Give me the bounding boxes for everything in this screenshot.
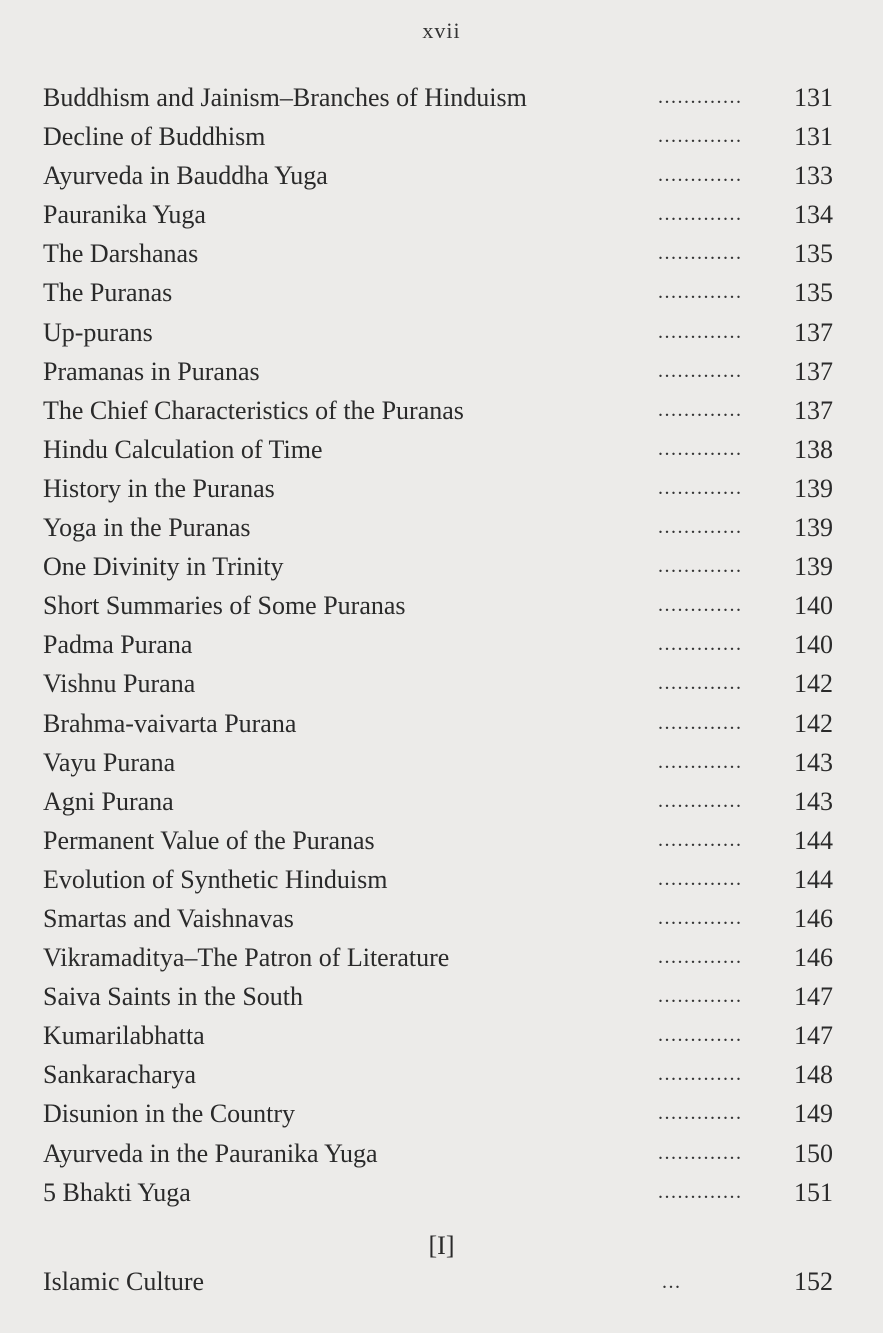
toc-entry-title: Ayurveda in Bauddha Yuga [43, 161, 328, 191]
toc-entry-title: Islamic Culture [43, 1267, 205, 1296]
toc-entry-title: Evolution of Synthetic Hinduism [43, 864, 388, 894]
toc-page-number: 139 [794, 513, 833, 543]
toc-page-number: 142 [794, 669, 833, 699]
toc-row [0, 586, 883, 625]
toc-dot-leader: ............. [658, 437, 743, 460]
toc-page-number: 148 [794, 1060, 833, 1090]
toc-page-number: 137 [794, 395, 833, 425]
toc-entry-title: Sankaracharya [43, 1060, 197, 1090]
toc-entry-title: Kumarilabhatta [43, 1021, 205, 1051]
toc-entry-title: Up-purans [43, 317, 153, 347]
toc-page-number: 140 [794, 591, 833, 621]
toc-dot-leader: ............. [658, 633, 743, 656]
toc-page-number: 139 [794, 552, 833, 582]
toc-entry-title: Vishnu Purana [43, 669, 196, 699]
toc-row [0, 195, 883, 234]
toc-page-number: 131 [794, 83, 833, 112]
toc-dot-leader: ............. [658, 242, 743, 265]
toc-row [0, 782, 883, 821]
toc-entry-title: Smartas and Vaishnavas [43, 903, 294, 933]
toc-page-number: 139 [794, 473, 833, 503]
toc-page-number: 151 [794, 1177, 833, 1207]
toc-page-number: 143 [794, 786, 833, 816]
toc-row [0, 1094, 883, 1133]
toc-row [0, 743, 883, 782]
toc-entry-title: Vayu Purana [43, 747, 176, 777]
toc-page-number: 146 [794, 903, 833, 933]
toc-row [0, 547, 883, 586]
toc-entry-title: Pramanas in Puranas [43, 356, 260, 386]
toc-dot-leader: ............. [658, 1180, 743, 1203]
toc-row [0, 1016, 883, 1055]
toc-page-number: 138 [794, 434, 833, 464]
toc-row [0, 78, 883, 117]
toc-page-number: 137 [794, 356, 833, 386]
toc-row [0, 352, 883, 391]
toc-row [0, 117, 883, 156]
toc-dot-leader: ............. [658, 320, 743, 343]
section-marker: [I] [428, 1231, 455, 1260]
toc-dot-leader: ............. [658, 1141, 743, 1164]
toc-row [0, 938, 883, 977]
toc-dot-leader: ............. [658, 398, 743, 421]
toc-page-number: 135 [794, 278, 833, 308]
toc-dot-leader: ............. [658, 203, 743, 226]
toc-dot-leader: ............. [658, 789, 743, 812]
toc-dot-leader: ............. [658, 1024, 743, 1047]
toc-dot-leader: ............. [658, 555, 743, 578]
toc-entry-title: Agni Purana [43, 786, 174, 816]
toc-page-number: 144 [794, 864, 833, 894]
toc-row [0, 430, 883, 469]
toc-entry-title: One Divinity in Trinity [43, 552, 284, 582]
toc-page-number: 143 [794, 747, 833, 777]
toc-row [0, 860, 883, 899]
page-number: xvii [422, 18, 461, 43]
toc-row [0, 899, 883, 938]
toc-page-number: 135 [794, 239, 833, 269]
toc-entry-title: Buddhism and Jainism–Branches of Hinduism [43, 83, 527, 112]
toc-page-number: 131 [794, 122, 833, 152]
toc-entry-title: Pauranika Yuga [43, 200, 206, 230]
toc-row [0, 1134, 883, 1173]
toc-page-number: 149 [794, 1099, 833, 1129]
toc-entry-title: History in the Puranas [43, 473, 275, 503]
toc-dot-leader: ............. [658, 867, 743, 890]
toc-page-number: 137 [794, 317, 833, 347]
toc-dot-leader: ............. [658, 86, 743, 108]
toc-page-number: 150 [794, 1138, 833, 1168]
toc-page-number: 134 [794, 200, 833, 230]
toc-entry-title: Yoga in the Puranas [43, 513, 251, 543]
toc-dot-leader: ............. [658, 476, 743, 499]
toc-page-number: 147 [794, 982, 833, 1012]
toc-row [0, 821, 883, 860]
toc-entry-title: Brahma-vaivarta Purana [43, 708, 297, 738]
toc-dot-leader: ............. [658, 281, 743, 304]
toc-row [0, 508, 883, 547]
toc-dot-leader: ............. [658, 164, 743, 187]
toc-dot-leader: ............. [658, 985, 743, 1008]
toc-entry-title: Saiva Saints in the South [43, 982, 303, 1012]
toc-page-number: 152 [794, 1267, 833, 1296]
toc-dot-leader: ............. [658, 1063, 743, 1086]
toc-dot-leader: ............. [658, 711, 743, 734]
toc-page-number: 133 [794, 161, 833, 191]
toc-entry-title: Vikramaditya–The Patron of Literature [43, 943, 450, 973]
toc-row-final [0, 1262, 883, 1302]
toc-dot-leader: ............. [658, 1102, 743, 1125]
toc-entry-title: Short Summaries of Some Puranas [43, 591, 406, 621]
toc-entry-title: The Darshanas [43, 239, 199, 269]
toc-dot-leader: ............. [658, 828, 743, 851]
toc-row [0, 625, 883, 664]
toc-entry-title: The Puranas [43, 278, 173, 308]
toc-row [0, 234, 883, 273]
toc-row [0, 469, 883, 508]
toc-page-number: 147 [794, 1021, 833, 1051]
toc-page-number: 144 [794, 825, 833, 855]
toc-dot-leader: ............. [658, 125, 743, 148]
toc-row [0, 391, 883, 430]
toc-row [0, 664, 883, 703]
toc-dot-leader: ............. [658, 359, 743, 382]
toc-dot-leader: ............. [658, 672, 743, 695]
toc-dot-leader: ............. [658, 594, 743, 617]
toc-row [0, 1055, 883, 1094]
toc-row [0, 313, 883, 352]
toc-entry-title: 5 Bhakti Yuga [43, 1177, 191, 1207]
toc-dot-leader: ... [662, 1271, 682, 1293]
toc-row [0, 1173, 883, 1212]
toc-page-number: 140 [794, 630, 833, 660]
toc-entry-title: Disunion in the Country [43, 1099, 296, 1129]
toc-dot-leader: ............. [658, 946, 743, 969]
toc-page-number: 146 [794, 943, 833, 973]
toc-entry-title: Ayurveda in the Pauranika Yuga [43, 1138, 378, 1168]
toc-entry-title: Hindu Calculation of Time [43, 434, 323, 464]
toc-row [0, 977, 883, 1016]
toc-list [0, 78, 883, 1212]
toc-entry-title: Padma Purana [43, 630, 193, 660]
toc-entry-title: Permanent Value of the Puranas [43, 825, 375, 855]
toc-entry-title: Decline of Buddhism [43, 122, 266, 152]
toc-page-number: 142 [794, 708, 833, 738]
toc-entry-title: The Chief Characteristics of the Puranas [43, 395, 464, 425]
toc-dot-leader: ............. [658, 906, 743, 929]
toc-dot-leader: ............. [658, 516, 743, 539]
toc-row [0, 273, 883, 312]
toc-row [0, 156, 883, 195]
toc-row [0, 704, 883, 743]
toc-dot-leader: ............. [658, 750, 743, 773]
